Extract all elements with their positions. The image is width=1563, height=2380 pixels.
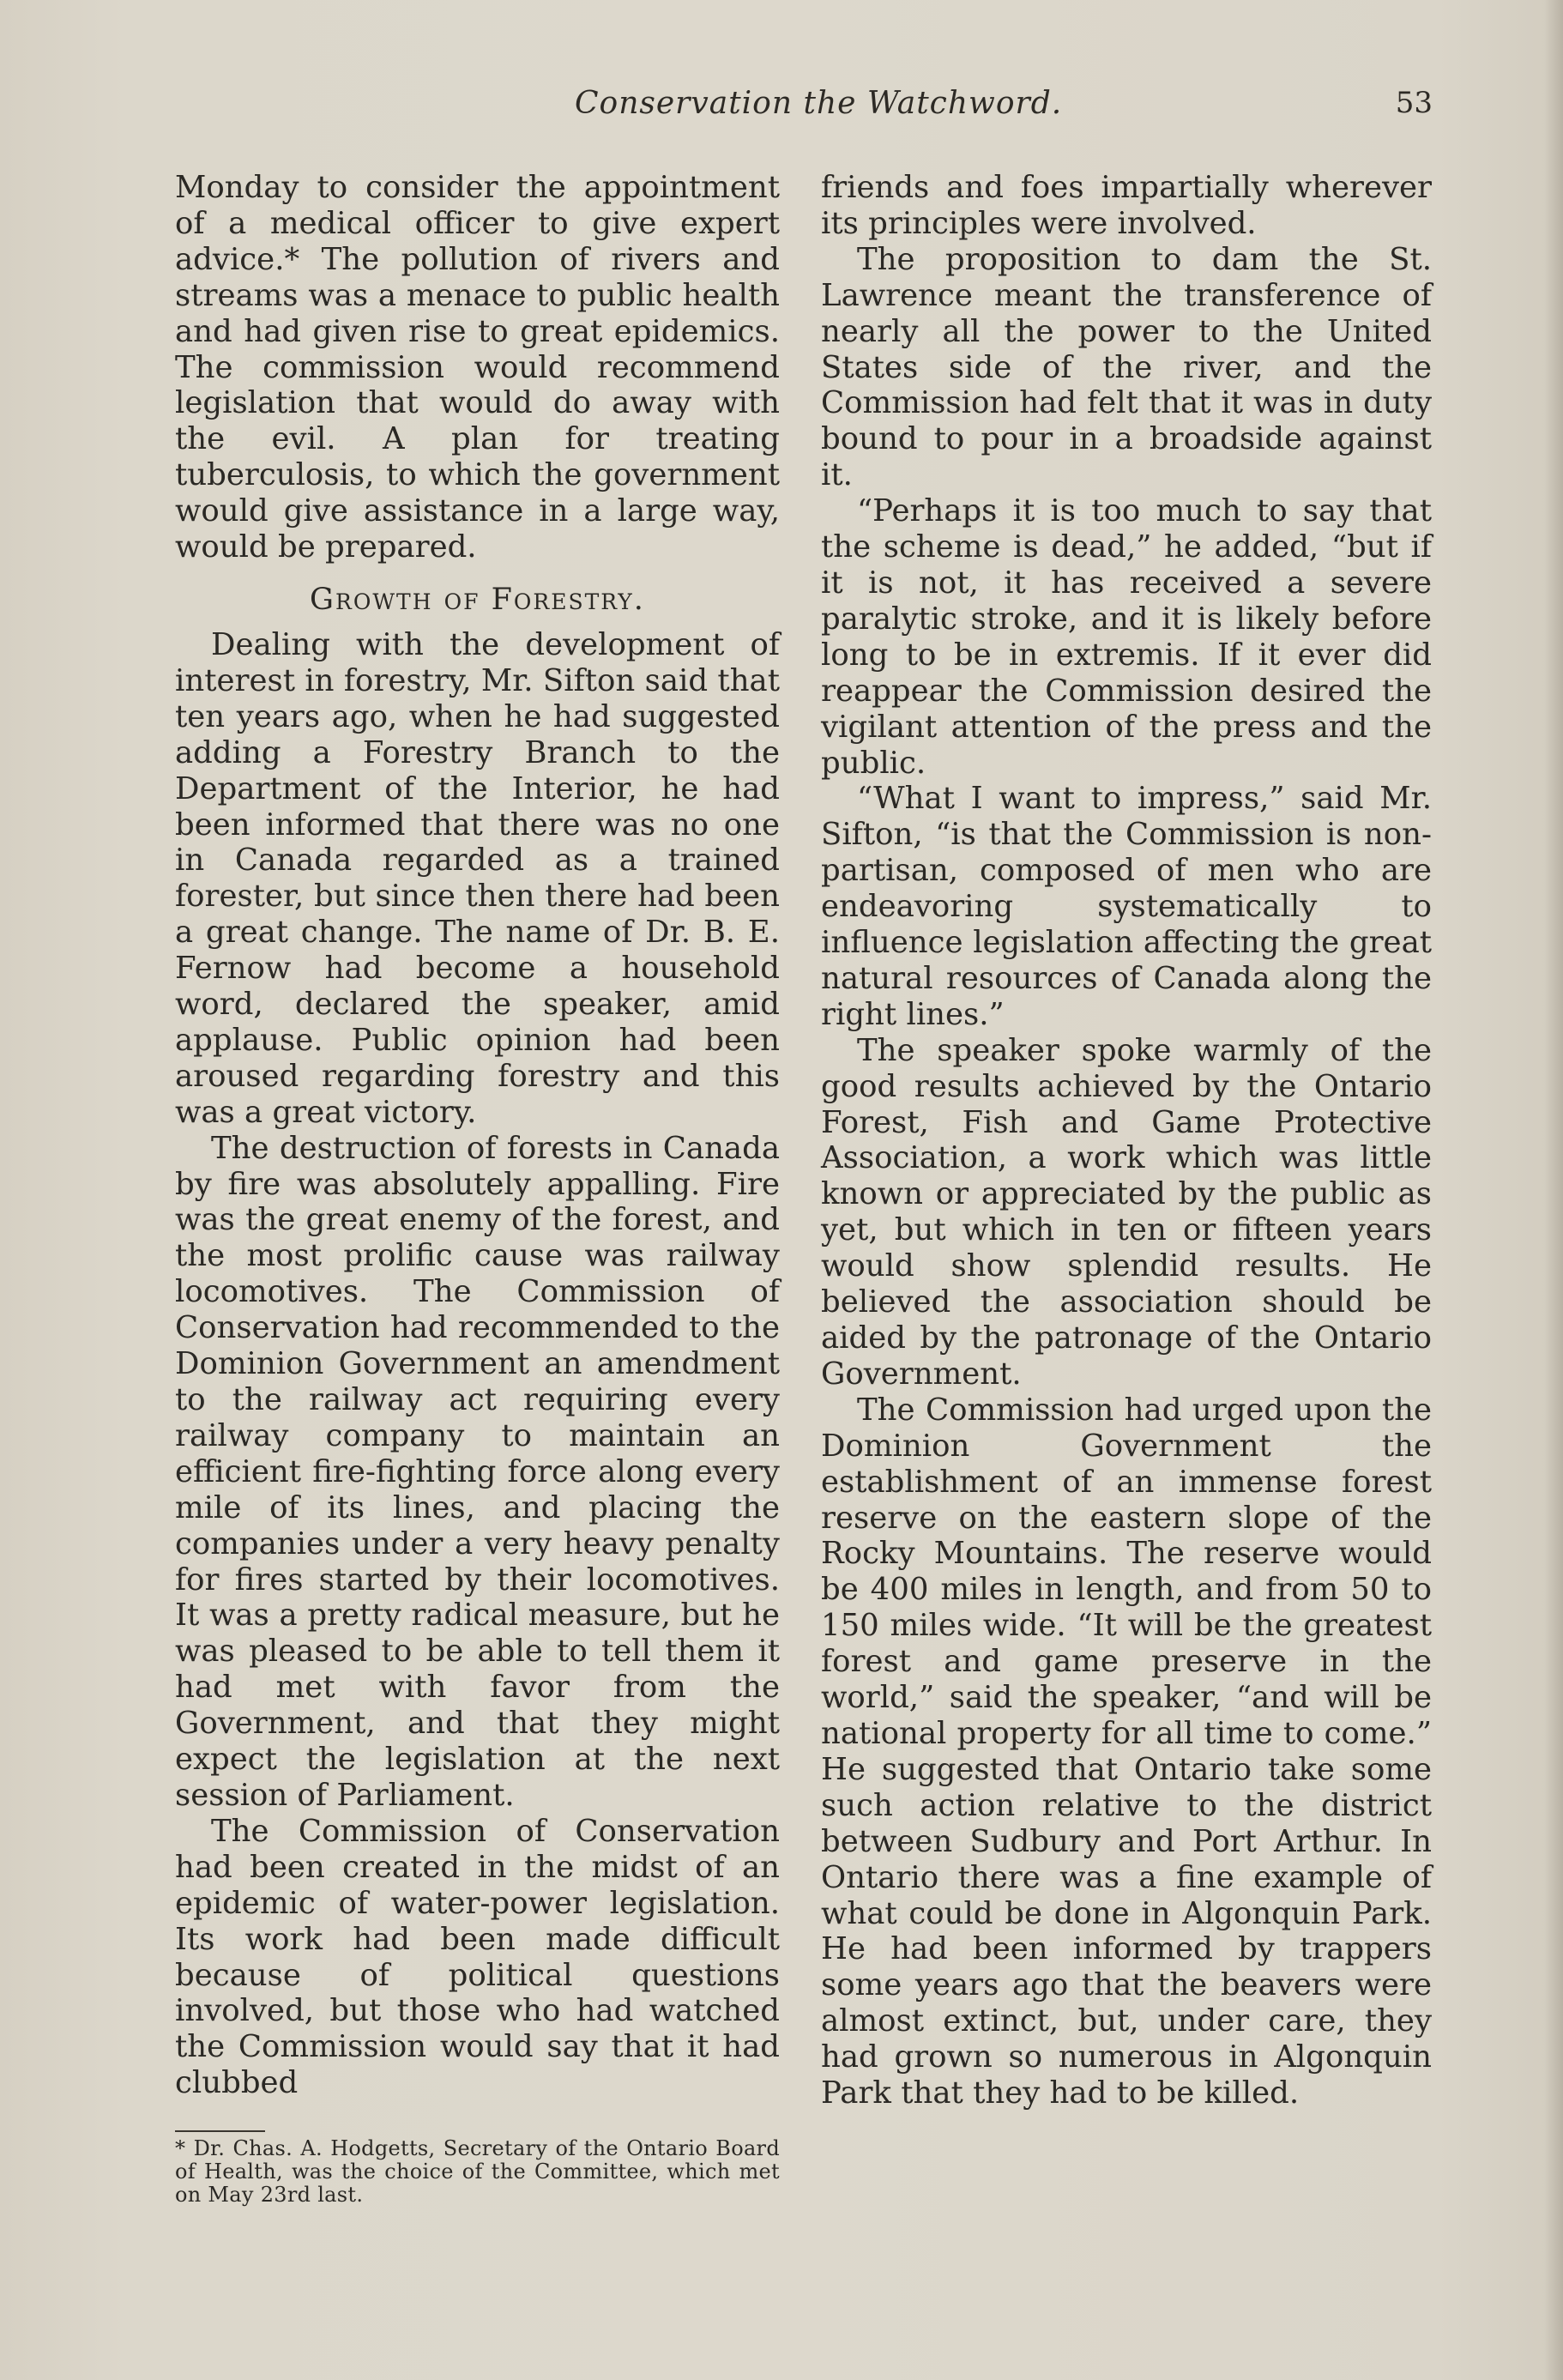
footnote: * Dr. Chas. A. Hodgetts, Secretary of the Ontario Board of Health, was the choice of the Committee, which met on May 23rd last.	[175, 2136, 780, 2208]
paragraph: The destruction of forests in Canada by fire was absolutely appalling. Fire was the great enemy of the forest, and the most prolific cause was railway locomotives. The Commission of Conservation had recommended to the Dominion Government an amendment to the railway act requiring every railway company to maintain an efficient fire-fighting force along every mile of its lines, and placing the companies under a very heavy penalty for fires started by their locomotives. It was a pretty radical measure, but he was pleased to be able to tell them it had met with favor from the Government, and that they might expect the legislation at the next session of Parliament.	[175, 1130, 780, 1813]
paragraph: friends and foes impartially wherever its principles were involved.	[821, 170, 1432, 241]
page-number: 53	[1395, 86, 1433, 120]
left-column	[175, 170, 780, 2207]
paragraph: “Perhaps it is too much to say that the scheme is dead,” he added, “but if it is not, it has received a severe paralytic stroke, and it is likely before long to be in extremis. If it ever did reappear the Commission desired the vigilant attention of the press and the public.	[821, 493, 1432, 781]
paragraph: The speaker spoke warmly of the good results achieved by the Ontario Forest, Fish and Game Protective Association, a work which was little known or appreciated by the public as yet, but which in ten or fifteen years would show splendid results. He believed the association should be aided by the patronage of the Ontario Government.	[821, 1032, 1432, 1392]
footnote-divider	[175, 2130, 265, 2132]
paragraph: The Commission had urged upon the Dominion Government the establishment of an immense forest reserve on the eastern slope of the Rocky Mountains. The reserve would be 400 miles in length, and from 50 to 150 miles wide. “It will be the greatest forest and game preserve in the world,” said the speaker, “and will be national property for all time to come.” He suggested that Ontario take some such action relative to the district between Sudbury and Port Arthur. In Ontario there was a fine example of what could be done in Algonquin Park. He had been informed by trappers some years ago that the beavers were almost extinct, but, under care, they had grown so numerous in Algonquin Park that they had to be killed.	[821, 1392, 1432, 2111]
page-header	[172, 86, 1433, 129]
paragraph: “What I want to impress,” said Mr. Sifton, “is that the Commission is non-partisan, composed of men who are endeavoring systematically to influence legislation affecting the great natural resources of Canada along the right lines.”	[821, 781, 1432, 1032]
page-edge-shadow	[1544, 0, 1563, 2380]
running-title: Conservation the Watchword.	[575, 86, 1063, 121]
paragraph: Dealing with the development of interest in forestry, Mr. Sifton said that ten years ago, when he had suggested adding a Forestry Branch to the Department of the Interior, he had been informed that there was no one in Canada regarded as a trained forester, but since then there had been a great change. The name of Dr. B. E. Fernow had become a household word, declared the speaker, amid applause. Public opinion had been aroused regarding forestry and this was a great victory.	[175, 626, 780, 1130]
paragraph: Monday to consider the appointment of a medical officer to give expert advice.* The pollution of rivers and streams was a menace to public health and had given rise to great epidemics. The commission would recommend legislation that would do away with the evil. A plan for treating tuberculosis, to which the government would give assistance in a large way, would be prepared.	[175, 170, 780, 565]
section-heading: Growth of Forestry.	[310, 582, 645, 617]
right-column	[821, 170, 1432, 2111]
paragraph: The proposition to dam the St. Lawrence meant the transference of nearly all the power to the United States side of the river, and the Commission had felt that it was in duty bound to pour in a broadside against it.	[821, 241, 1432, 493]
paragraph: The Commission of Conservation had been created in the midst of an epidemic of water-power legislation. Its work had been made difficult because of political questions involved, but those who had watched the Commission would say that it had clubbed	[175, 1813, 780, 2101]
